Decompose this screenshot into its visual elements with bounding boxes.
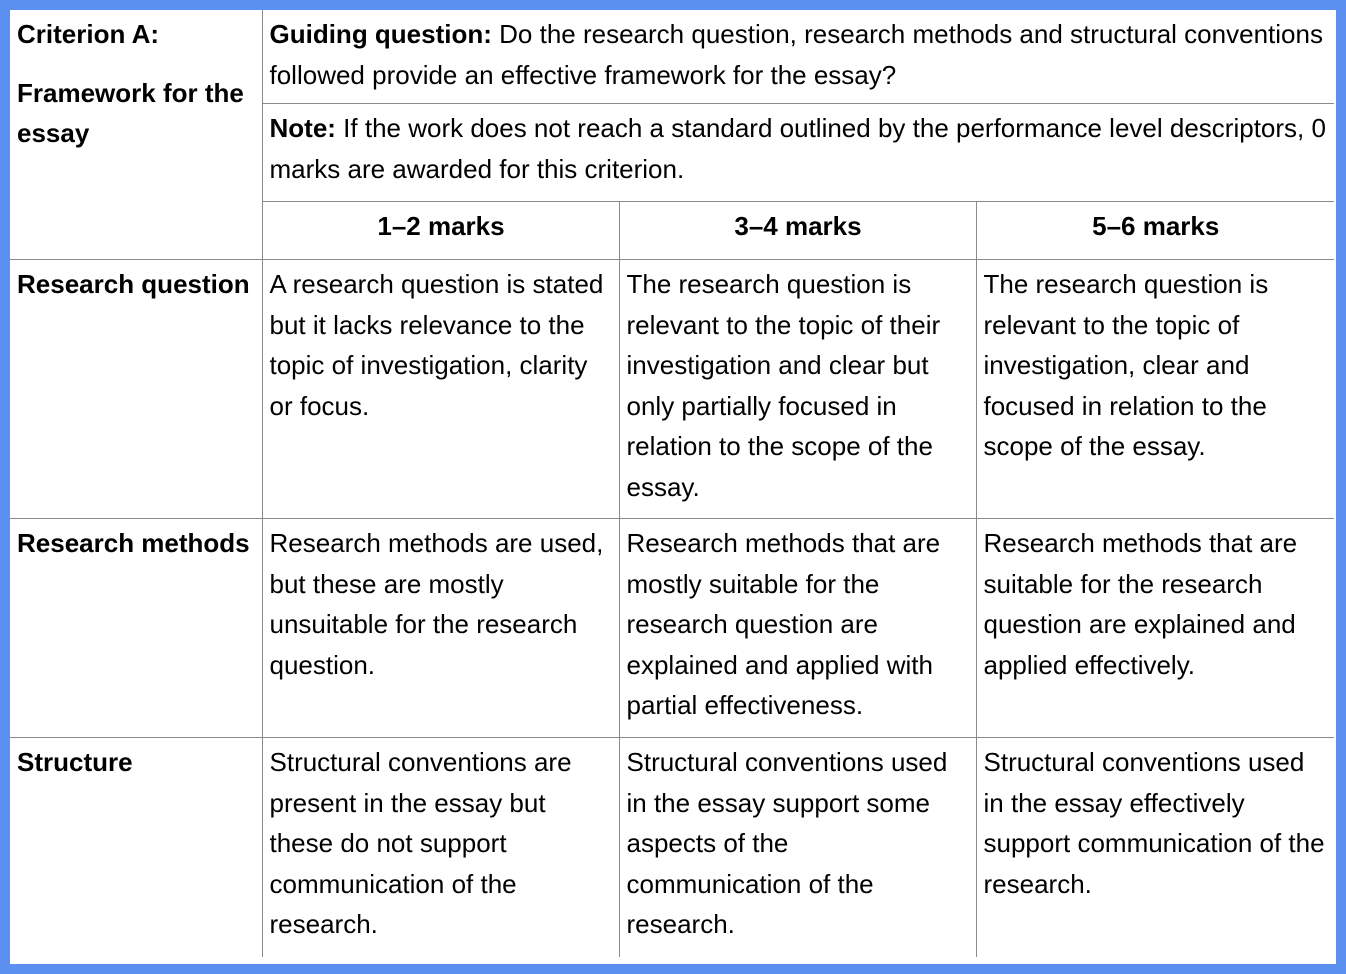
guiding-question-cell: [262, 10, 1334, 104]
descriptor-cell: A research question is stated but it lacks relevance to the topic of investigation, clarity or focus.: [262, 260, 619, 519]
guiding-question-row: [10, 10, 1334, 104]
note-cell: [262, 104, 1334, 202]
descriptor-cell: Research methods that are suitable for the research question are explained and applied effectively.: [976, 519, 1334, 738]
criterion-heading: Criterion A:: [17, 19, 160, 49]
descriptor-cell: Structural conventions are present in the essay but these do not support communication of the research.: [262, 738, 619, 957]
mark-band-header: 5–6 marks: [976, 202, 1334, 260]
descriptor-cell: Research methods are used, but these are mostly unsuitable for the research question.: [262, 519, 619, 738]
descriptor-cell: Structural conventions used in the essay effectively support communication of the research.: [976, 738, 1334, 957]
row-label: Research methods: [10, 519, 262, 738]
descriptor-cell: The research question is relevant to the topic of their investigation and clear but only partially focused in relation to the scope of the essay.: [619, 260, 976, 519]
row-label: Research question: [10, 260, 262, 519]
descriptor-cell: The research question is relevant to the topic of investigation, clear and focused in relation to the scope of the essay.: [976, 260, 1334, 519]
mark-band-header: 1–2 marks: [262, 202, 619, 260]
criterion-name: Framework for the essay: [17, 77, 244, 148]
table-row: [10, 260, 1334, 519]
descriptor-cell: Structural conventions used in the essay support some aspects of the communication of the research.: [619, 738, 976, 957]
table-row: [10, 738, 1334, 957]
note-label: Note:: [269, 113, 336, 143]
assessment-rubric-table: [10, 10, 1334, 957]
note-text: If the work does not reach a standard outlined by the performance level descriptors, 0 marks are awarded for this criterion.: [269, 113, 1326, 184]
guiding-question-text: Do the research question, research methods and structural conventions followed provide an effective framework for the essay?: [269, 19, 1323, 90]
guiding-question-label: Guiding question:: [269, 19, 492, 49]
descriptor-cell: Research methods that are mostly suitable for the research question are explained and applied with partial effectiveness.: [619, 519, 976, 738]
rubric-frame: [10, 10, 1336, 964]
table-row: [10, 519, 1334, 738]
criterion-cell: [10, 10, 262, 260]
row-label: Structure: [10, 738, 262, 957]
mark-band-header: 3–4 marks: [619, 202, 976, 260]
